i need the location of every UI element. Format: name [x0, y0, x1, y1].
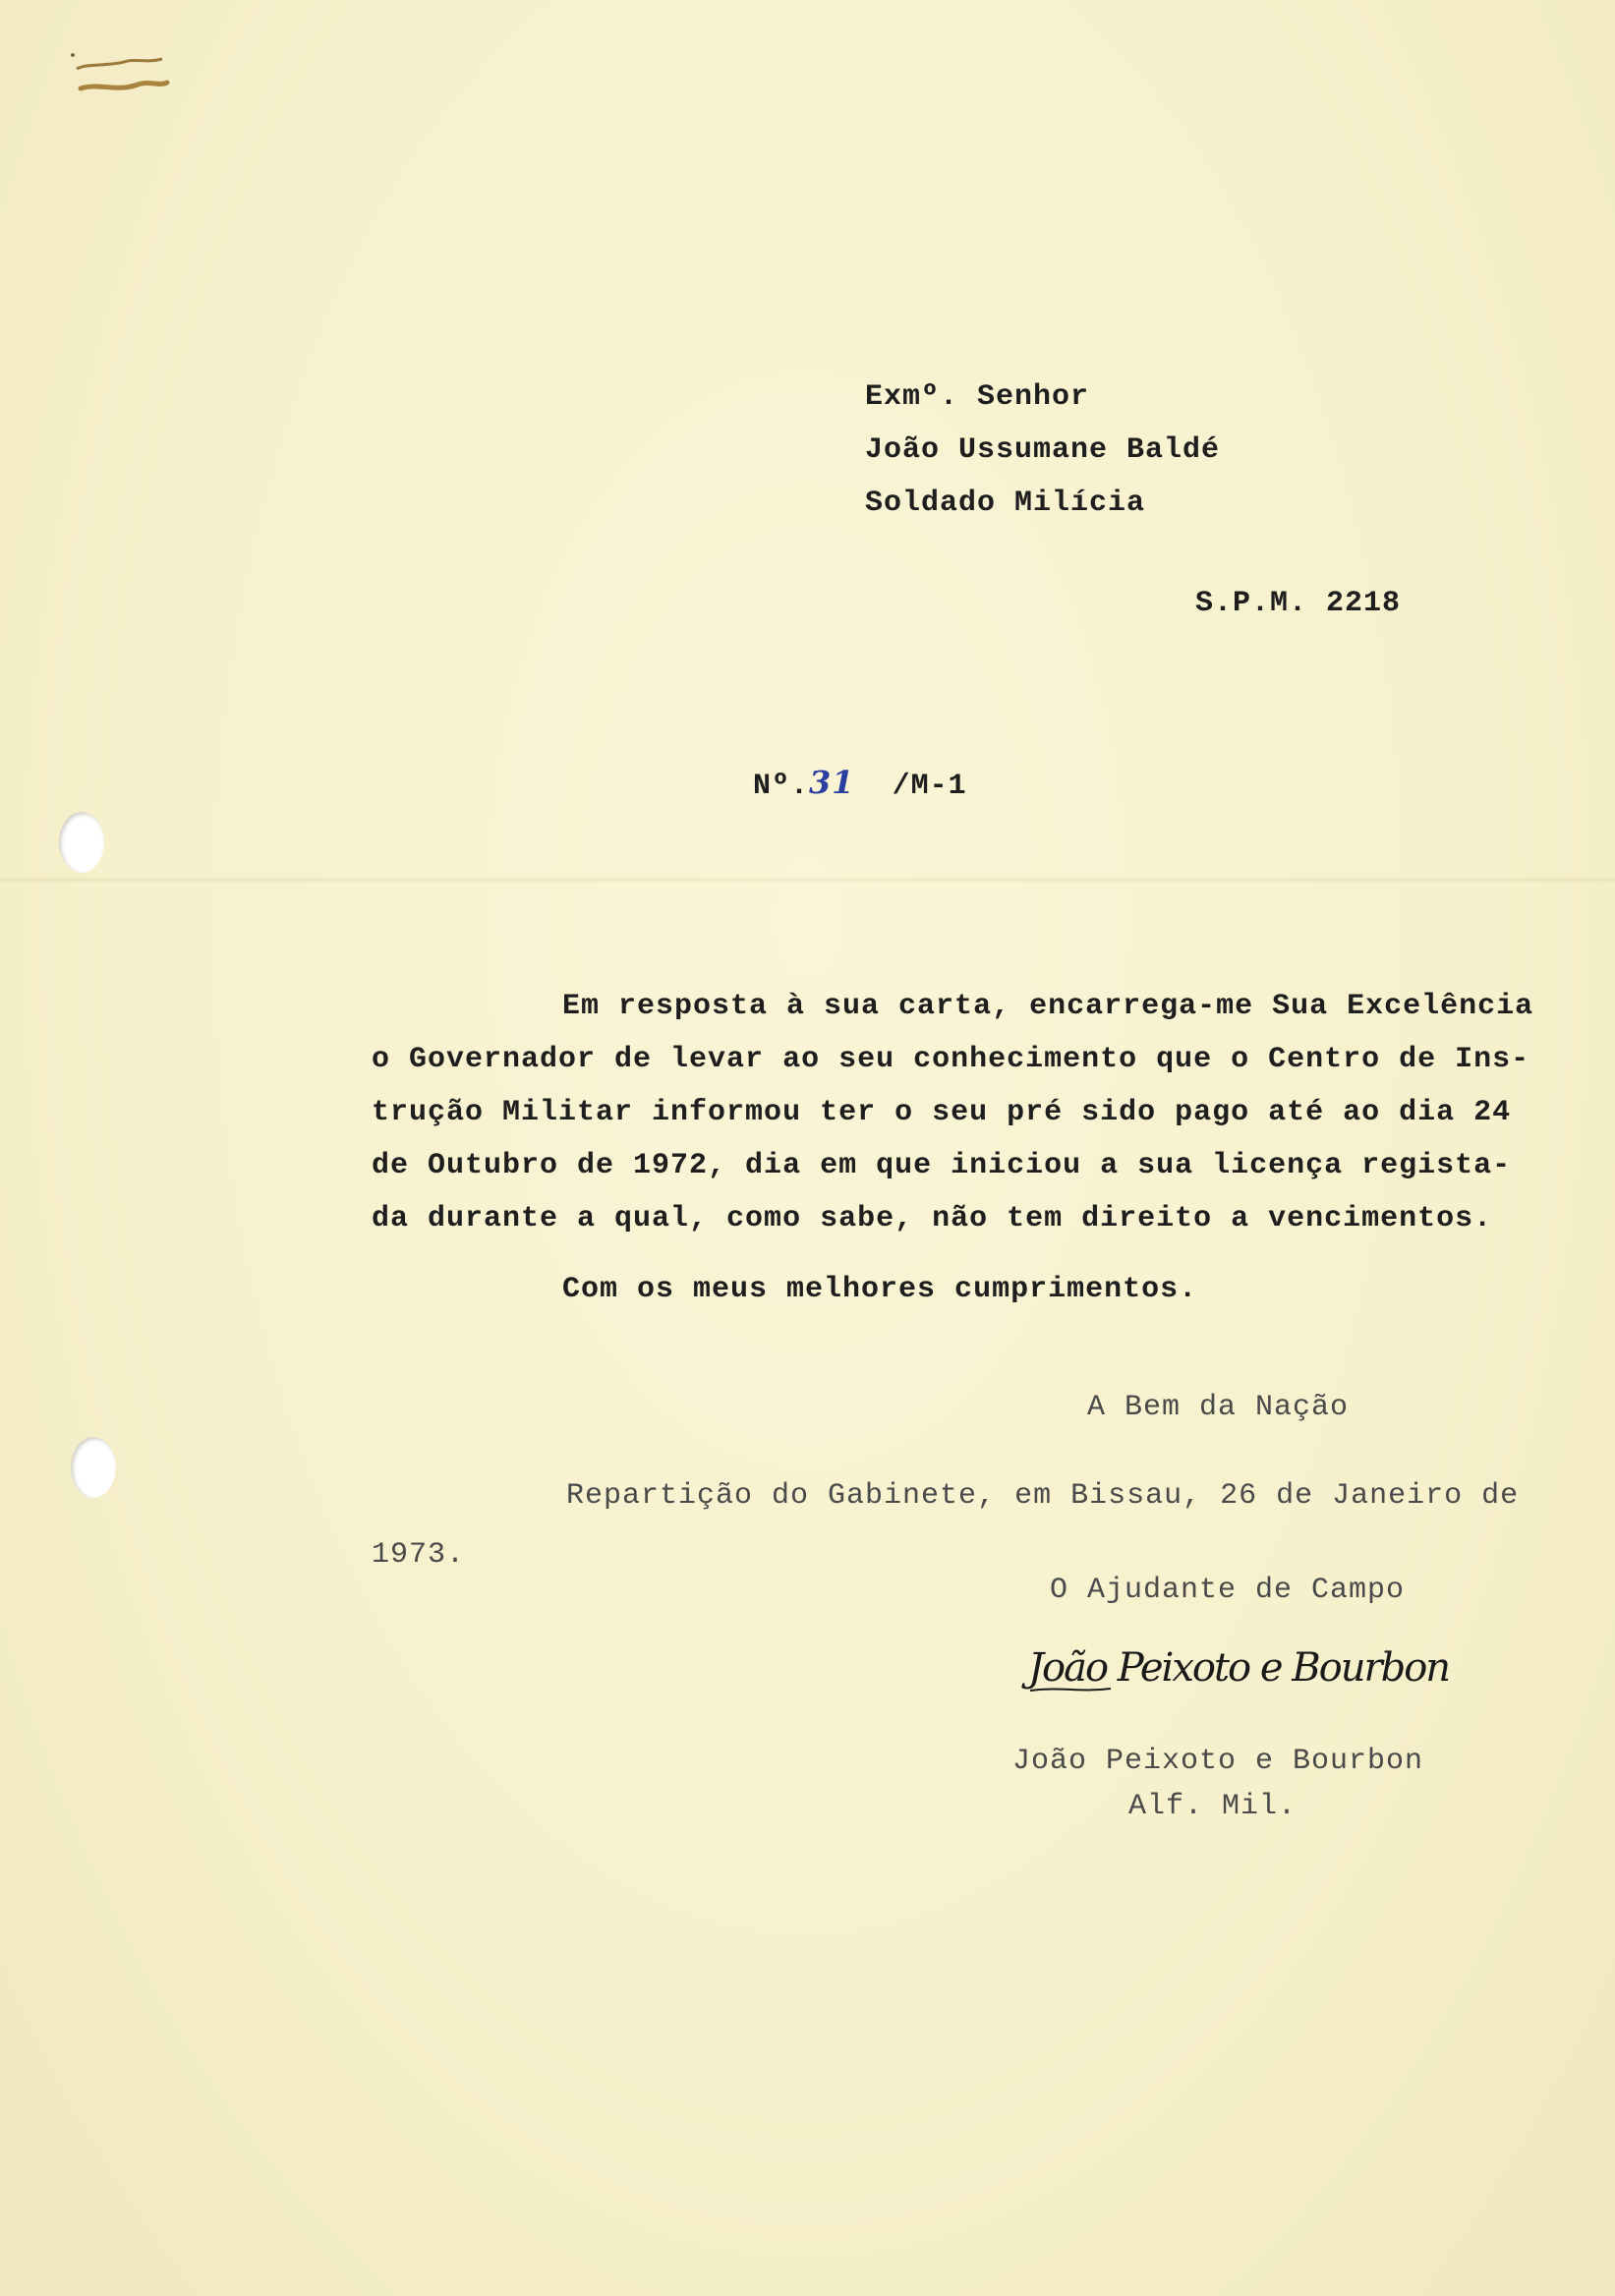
addressee-spm: S.P.M. 2218 [1195, 587, 1402, 620]
body-line-4: de Outubro de 1972, dia em que iniciou a sua licença regista- [372, 1149, 1512, 1182]
dateline-line-1: Repartição do Gabinete, em Bissau, 26 de Janeiro de [566, 1479, 1520, 1513]
body-line-5: da durante a qual, como sabe, não tem direito a vencimentos. [372, 1202, 1493, 1235]
body-line-3: trução Militar informou ter o seu pré sido pago até ao dia 24 [372, 1096, 1512, 1129]
punch-hole-bottom [71, 1437, 116, 1498]
dateline-line-2: 1973. [372, 1538, 466, 1572]
body-line-1: Em resposta à sua carta, encarrega-me Sua Excelência [562, 990, 1534, 1023]
addressee-line-3: Soldado Milícia [865, 487, 1146, 520]
punch-hole-top [59, 812, 104, 873]
body-line-2: o Governador de levar ao seu conhecimento que o Centro de Ins- [372, 1043, 1530, 1076]
addressee-line-1: Exmº. Senhor [865, 380, 1090, 414]
handwritten-signature [1022, 1622, 1450, 1710]
ink-stain-mark [69, 49, 177, 108]
reference-number [753, 765, 967, 804]
signatory-role: O Ajudante de Campo [1050, 1574, 1406, 1607]
closing-line: Com os meus melhores cumprimentos. [562, 1273, 1198, 1306]
signature-text: João Peixoto e Bourbon [1028, 1645, 1450, 1691]
reference-suffix: /M-1 [892, 770, 967, 803]
reference-prefix: Nº. [753, 770, 810, 803]
reference-handwritten-number: 31 [809, 764, 855, 801]
paper-fold [0, 877, 1615, 883]
addressee-line-2: João Ussumane Baldé [865, 433, 1221, 467]
signatory-name: João Peixoto e Bourbon [1012, 1745, 1424, 1778]
signatory-rank: Alf. Mil. [1128, 1790, 1298, 1823]
salutation: A Bem da Nação [1087, 1391, 1350, 1424]
